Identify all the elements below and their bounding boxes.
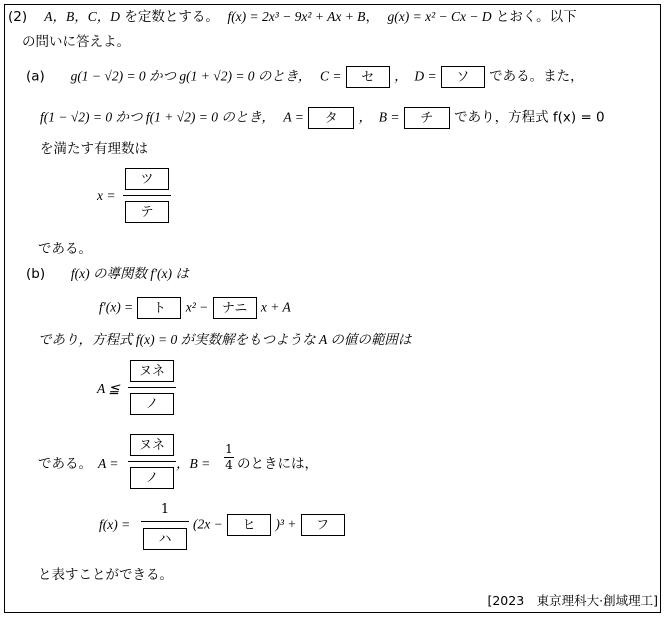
fraction-bar [224,457,234,458]
part-a-label: (a) [26,68,45,85]
d-label: ， D = [394,68,437,84]
part-a-line-2 [40,107,605,129]
fraction-bar [123,195,171,196]
source-citation: [2023 東京理科大·創域理工] [487,593,658,608]
part-a-line-3: を満たす有理数は [40,141,148,157]
paren-open: (2x − [193,516,223,532]
answer-box-chi: チ [404,107,450,129]
a-label: A = [283,109,304,125]
b-condition: ，B = [176,456,211,471]
answer-box-nune-2: ヌネ [130,434,174,456]
part-b-text-1: であり，方程式 f(x) = 0 が実数解をもつような A の値の範囲は [38,332,412,347]
part-b-line-1 [26,265,189,283]
g-definition: g(x) = x² − Cx − D [387,9,492,24]
answer-box-ta: タ [308,107,354,129]
part-a-end: である。 [38,241,92,257]
derivative-intro: f(x) の導関数 f′(x) は [70,266,189,281]
quarter-numerator: 1 [225,442,233,456]
problem-number: (2) [8,9,28,25]
f-condition: f(1 − √2) = 0 かつ f(1 + √2) = 0 のとき， [40,109,275,125]
intro-line-1 [8,8,577,26]
answer-box-ha: ハ [143,528,187,550]
c-label: C = [319,68,342,84]
g-condition: g(1 − √2) = 0 かつ g(1 + √2) = 0 のとき， [70,68,312,84]
paren-close: )³ + [275,516,297,532]
answer-box-nani: ナニ [213,297,257,319]
b-tail: のときには， [237,456,318,472]
derivative-line [99,297,291,319]
answer-box-to: ト [137,297,181,319]
fraction-bar [128,387,176,388]
quarter-fraction [224,443,234,472]
quarter-denominator: 4 [225,458,233,472]
a-equals: A = [98,456,119,471]
fraction-one-ha [141,502,189,547]
x-squared-term: x² − [185,299,209,315]
answer-box-nune-1: ヌネ [130,360,174,382]
answer-box-hi: ヒ [227,514,271,536]
part-a-tail-1: である。また， [489,68,584,85]
f-definition: f(x) = 2x³ − 9x² + Ax + B [227,9,366,24]
answer-box-so: ソ [441,66,485,88]
answer-box-te: テ [125,201,169,223]
answer-box-tsu: ツ [125,168,169,190]
intro-variables: A，B，C，D [44,9,121,24]
f-label: f(x) = [99,517,131,532]
a-leq: A ≦ [97,381,120,396]
intro-line-2: の問いに答えよ。 [22,34,130,50]
b-label: ， B = [358,109,400,125]
one-numerator: 1 [160,502,170,517]
part-b-end: と表すことができる。 [38,567,173,583]
part-b-label: (b) [26,266,46,282]
part-a-tail-2: であり，方程式 f(x) = 0 [454,109,605,126]
fraction-bar [128,461,176,462]
cube-expression [193,514,345,536]
answer-box-se: セ [346,66,390,88]
intro-text-1: を定数とする。 [120,9,219,25]
part-a-line-1 [26,66,584,88]
fraction-bar [141,521,189,522]
answer-box-no-1: ノ [130,393,174,415]
answer-box-no-2: ノ [130,467,174,489]
fp-label: f′(x) = [99,299,134,315]
part-b-text-2: である。 [38,456,92,472]
x-plus-a: x + A [260,299,291,315]
intro-text-2: とおく。以下 [491,9,577,25]
x-equals: x = [97,188,116,203]
answer-box-fu: フ [301,514,345,536]
intro-comma: ， [365,9,379,25]
